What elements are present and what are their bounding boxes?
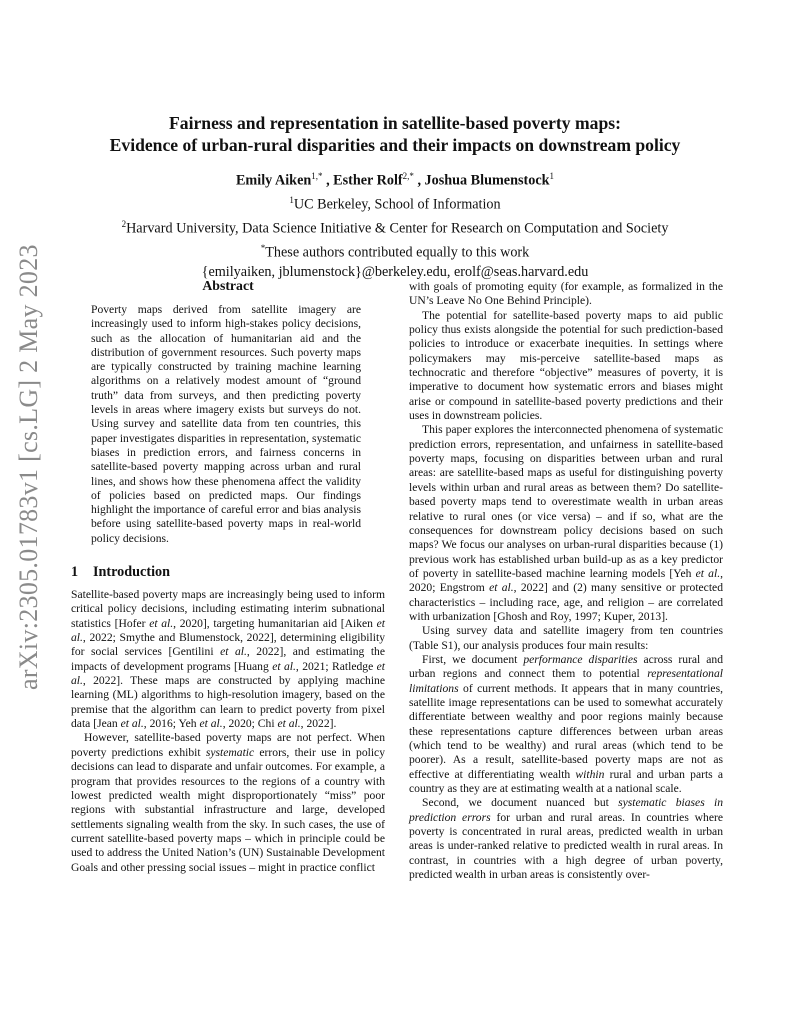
affiliation-text: Harvard University, Data Science Initiative & Center for Research on Computation and Society (126, 220, 669, 237)
text-run: of current methods. It appears that in many countries, satellite image representations can be used to somewhat accurately differentiate between wealthy and poor regions mainly because these representations capture differences between urban areas (which tend to be wealthy) and rural areas (which tend to be poorer). As a result, satellite-based poverty maps are not as effective at differentiating wealth (409, 681, 723, 781)
section-heading-introduction (71, 564, 385, 581)
citation-etal: et al. (71, 616, 385, 645)
text-run: , 2020; Engstrom (409, 566, 723, 595)
citation-etal: et al. (199, 717, 223, 731)
affiliation-mark: 1 (289, 194, 294, 205)
paragraph-explores (409, 423, 723, 624)
text-run: , 2022]. These maps are constructed by applying machine learning (ML) algorithms to high-resolution imagery, based on the premise that the algorithm can learn to predict poverty from pixel data [Jean (71, 674, 385, 731)
text-run: for urban and rural areas. In countries where poverty is concentrated in rural areas, predicted wealth in urban areas is under-ranked relative to predicted wealth in rural areas. In contrast, in countries with a high degree of urban poverty, predicted wealth in urban areas is consistently over- (409, 810, 723, 882)
citation-etal: et al. (149, 616, 174, 630)
emphasis: representational limitations (409, 667, 723, 695)
citation-etal: et al. (489, 581, 514, 595)
emphasis: systematic (205, 745, 255, 759)
text-run: , 2021; Ratledge (295, 659, 377, 673)
text-run: Satellite-based poverty maps are increasingly being used to inform critical policy decisions, including estimating interim subnational statistics [Hofer (71, 588, 385, 630)
paragraph-potential: The potential for satellite-based poverty maps to aid public policy thus exists alongside the potential for such prediction-based policies to introduce or exacerbate inequities. In settings where policymakers may mis-perceive satellite-based maps as technocratic and therefore “objective” measures of poverty, it is imperative to document how systematic errors and biases might arise or compound in satellite-based poverty predictions and their uses in downstream policies. (409, 308, 723, 423)
citation-etal: et al. (71, 659, 385, 688)
text-run: , 2016; Yeh (143, 717, 200, 731)
introduction-paragraph-2 (71, 731, 385, 874)
text-run: First, we document (422, 652, 524, 666)
author-name: Esther Rolf (333, 172, 403, 189)
text-run: , 2020; Chi (222, 717, 278, 731)
paper-title-line-1: Fairness and representation in satellite-based poverty maps: (169, 113, 621, 133)
paragraph-continued: with goals of promoting equity (for example, as formalized in the UN’s Leave No One Behind Principle). (409, 280, 723, 308)
author-emails: {emilyaiken, jblumenstock}@berkeley.edu, erolf@seas.harvard.edu (201, 264, 589, 281)
text-run: across rural and urban regions and connect them to potential (409, 652, 723, 681)
emphasis: within (575, 767, 605, 781)
author-name: Emily Aiken (235, 172, 312, 189)
equal-contribution-text: These authors contributed equally to this work (265, 244, 530, 261)
text-run: errors, their use in policy decisions can lead to disparate and unfair outcomes. For example, a program that provides resources to the regions of a country with lowest predicted wealth might disproportionately “miss” poor regions with substantial infrastructure and large, developed settlements signaling wealth from the sky. In such cases, the use of current satellite-based poverty maps – which in principle could be used to address the United Nation’s (UN) Sustainable Development Goals and other pressing social issues – might in practice conflict (71, 745, 385, 874)
text-run: However, satellite-based poverty maps are not perfect. When poverty predictions exhibit (71, 731, 385, 759)
right-column (409, 280, 723, 882)
emphasis: systematic biases in prediction errors (409, 796, 724, 824)
emphasis: performance disparities (523, 652, 638, 666)
author-name: Joshua Blumenstock (424, 172, 550, 189)
introduction-body (71, 588, 385, 875)
text-run: , 2020], targeting humanitarian aid [Aiken (173, 616, 377, 630)
affiliation-text: UC Berkeley, School of Information (293, 196, 501, 213)
paragraph-second-result (409, 796, 723, 882)
paper-title-line-2: Evidence of urban-rural disparities and their impacts on downstream policy (109, 135, 681, 155)
affiliation-mark: 2 (121, 218, 127, 229)
equal-contribution-note (80, 239, 710, 263)
text-run: rural and urban parts a country as they are at estimating wealth at a national scale. (409, 767, 723, 796)
text-run: , 2022]. (300, 717, 337, 731)
text-run: , 2022], and estimating the impacts of development programs [Huang (71, 645, 385, 673)
section-title: Introduction (93, 564, 170, 581)
author-affiliation-mark: 1 (549, 171, 555, 181)
author-affiliation-mark: 1,* (311, 171, 323, 181)
paragraph-first-result (409, 653, 723, 796)
citation-etal: et al. (277, 717, 301, 731)
text-run: , 2022; Smythe and Blumenstock, 2022], determining eligibility for social services [Gentilini (71, 631, 385, 659)
citation-etal: et al. (695, 566, 721, 580)
citation-etal: et al. (220, 645, 247, 659)
author-separator: , (322, 172, 334, 189)
text-run: , 2022] and (2) many sensitive or protected characteristics – including race, age, and religion – are correlated with urbanization [Ghosh and Roy, 1997; Kuper, 2013]. (409, 581, 723, 623)
text-run: Second, we document nuanced but (422, 796, 619, 810)
text-run: This paper explores the interconnected phenomena of systematic prediction errors, representation, and unfairness in satellite-based poverty maps, focusing on disparities between urban and rural areas: are satellite-based maps as useful for distinguishing poverty levels within urban and rural areas as between them? Do satellite-based poverty maps tend to overestimate wealth in urban areas relative to rural ones (or vice versa) – and if so, what are the consequences for downstream policy decisions based on such maps? We focus our analyses on urban-rural disparities because (1) previous work has established urban build-up as as a key predictor of poverty in satellite-based machine learning models [Yeh (409, 423, 723, 580)
author-list (80, 167, 710, 191)
affiliation-2 (80, 215, 710, 239)
arxiv-identifier: arXiv:2305.01783v1 [cs.LG] 2 May 2023 (14, 244, 43, 690)
abstract-body: Poverty maps derived from satellite imagery are increasingly used to inform high-stakes policy decisions, such as the allocation of humanitarian aid and the distribution of government resources. Such poverty maps are typically constructed by training machine learning algorithms on a relatively modest amount of “ground truth” data from surveys, and then predicting poverty levels in areas where imagery exists but surveys do not. Using survey and satellite data from ten countries, this paper investigates disparities in representation, systematic biases in prediction errors, and fairness concerns in satellite-based poverty mapping across urban and rural lines, and shows how these phenomena affect the validity of policies based on predicted maps. Our findings highlight the importance of careful error and bias analysis before using satellite-based poverty maps in real-world policy decisions. (91, 303, 361, 545)
introduction-paragraph-1 (71, 588, 385, 731)
abstract-heading: Abstract (202, 278, 254, 293)
citation-etal: et al. (120, 717, 144, 731)
paragraph-results-intro: Using survey data and satellite imagery from ten countries (Table S1), our analysis produces four main results: (409, 624, 723, 652)
left-column (71, 278, 385, 875)
author-separator: , (413, 172, 425, 189)
section-number: 1 (71, 564, 79, 581)
citation-etal: et al. (272, 659, 296, 673)
affiliation-1 (80, 191, 710, 215)
author-affiliation-mark: 2,* (402, 171, 414, 181)
equal-contribution-mark: * (260, 243, 266, 254)
title-block (80, 112, 710, 283)
